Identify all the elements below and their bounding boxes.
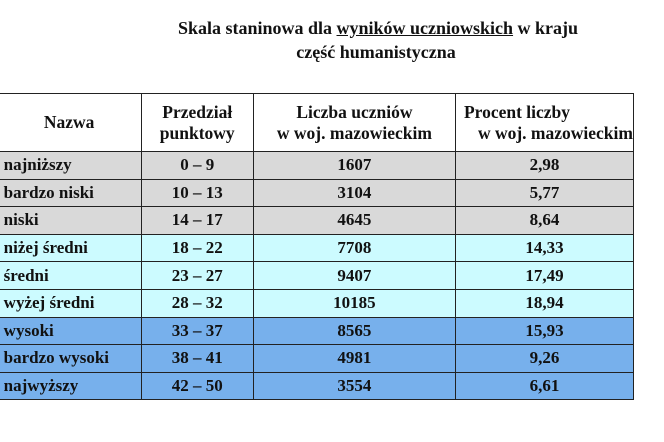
nazwa-cell: bardzo niski [0,179,141,207]
nazwa-cell: najwyższy [0,372,141,400]
table-row [0,152,634,180]
przedzial-cell: 42 – 50 [141,372,253,400]
nazwa-cell: wysoki [0,317,141,345]
przedzial-cell: 0 – 9 [141,152,253,180]
header-liczba [253,94,455,152]
table-row [0,317,634,345]
table-row [0,372,634,400]
table-row [0,207,634,235]
header-liczba-line2: w woj. mazowieckim [276,122,432,143]
header-liczba-line1: Liczba uczniów [296,101,413,122]
liczba-cell: 9407 [253,262,455,290]
nazwa-cell: średni [0,262,141,290]
liczba-cell: 3104 [253,179,455,207]
table-row [0,179,634,207]
przedzial-cell: 18 – 22 [141,234,253,262]
liczba-cell: 8565 [253,317,455,345]
nazwa-cell: najniższy [0,152,141,180]
procent-cell: 6,61 [455,372,633,400]
header-procent-line2: w woj. mazowieckim [477,122,633,143]
procent-cell: 5,77 [455,179,633,207]
header-procent-line1: Procent liczby [463,101,571,122]
nazwa-cell: wyżej średni [0,289,141,317]
liczba-cell: 4981 [253,345,455,373]
table-row [0,262,634,290]
title-line-2: część humanistyczna [296,42,456,62]
nazwa-cell: niski [0,207,141,235]
procent-cell: 14,33 [455,234,633,262]
procent-cell: 17,49 [455,262,633,290]
nazwa-cell: bardzo wysoki [0,345,141,373]
procent-cell: 18,94 [455,289,633,317]
table-row [0,234,634,262]
table-row [0,345,634,373]
procent-cell: 2,98 [455,152,633,180]
przedzial-cell: 28 – 32 [141,289,253,317]
page-title [0,16,664,64]
header-nazwa: Nazwa [0,94,141,152]
procent-cell: 9,26 [455,345,633,373]
przedzial-cell: 23 – 27 [141,262,253,290]
liczba-cell: 1607 [253,152,455,180]
title-prefix: Skala staninowa dla [177,18,337,38]
stanine-table [0,93,634,400]
header-przedzial [141,94,253,152]
title-suffix: w kraju [513,18,579,38]
header-przedzial-line2: punktowy [159,122,235,143]
przedzial-cell: 38 – 41 [141,345,253,373]
liczba-cell: 10185 [253,289,455,317]
przedzial-cell: 14 – 17 [141,207,253,235]
title-underlined: wyników uczniowskich [336,18,514,38]
liczba-cell: 7708 [253,234,455,262]
liczba-cell: 4645 [253,207,455,235]
liczba-cell: 3554 [253,372,455,400]
nazwa-cell: niżej średni [0,234,141,262]
table-row [0,289,634,317]
header-procent [455,94,633,152]
table-header-row [0,94,634,152]
przedzial-cell: 33 – 37 [141,317,253,345]
header-przedzial-line1: Przedział [162,101,233,122]
procent-cell: 8,64 [455,207,633,235]
procent-cell: 15,93 [455,317,633,345]
przedzial-cell: 10 – 13 [141,179,253,207]
title-line-1 [0,16,664,40]
